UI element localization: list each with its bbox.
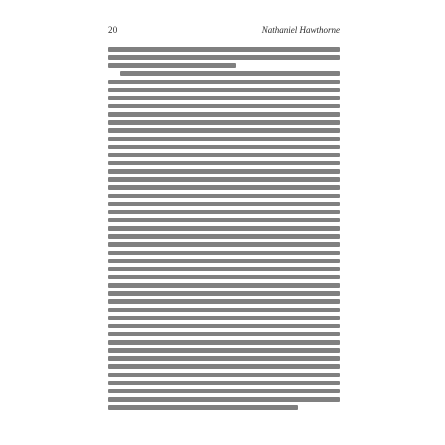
text-line — [120, 71, 340, 76]
text-line — [108, 226, 340, 231]
text-line — [108, 340, 340, 345]
text-line — [108, 145, 340, 150]
text-line — [108, 283, 340, 288]
text-line — [108, 251, 340, 256]
text-line — [108, 96, 340, 101]
text-line — [108, 259, 340, 264]
text-line — [108, 63, 236, 68]
text-line — [108, 324, 340, 329]
text-line — [108, 267, 340, 272]
page-number: 20 — [108, 25, 118, 35]
text-line — [108, 202, 340, 207]
text-line — [108, 397, 340, 402]
text-line — [108, 332, 340, 337]
text-line — [108, 88, 340, 93]
running-head-author: Nathaniel Hawthorne — [261, 25, 340, 35]
text-line — [108, 137, 340, 142]
text-line — [108, 104, 340, 109]
text-line — [108, 234, 340, 239]
text-line — [108, 308, 340, 313]
text-line — [108, 291, 340, 296]
text-line — [108, 194, 340, 199]
text-line — [108, 169, 340, 174]
text-line — [108, 299, 340, 304]
text-line — [108, 80, 340, 85]
text-line — [108, 389, 340, 394]
text-line — [108, 112, 340, 117]
text-line — [108, 47, 340, 52]
text-line — [108, 381, 340, 386]
text-line — [108, 405, 298, 410]
text-line — [108, 120, 340, 125]
text-line — [108, 348, 340, 353]
text-line — [108, 373, 340, 378]
text-line — [108, 242, 340, 247]
body-text — [108, 47, 340, 413]
text-line — [108, 177, 340, 182]
text-line — [108, 153, 340, 158]
text-line — [108, 364, 340, 369]
text-line — [108, 356, 340, 361]
text-line — [108, 218, 340, 223]
text-line — [108, 316, 340, 321]
text-line — [108, 275, 340, 280]
text-line — [108, 161, 340, 166]
text-line — [108, 55, 340, 60]
text-line — [108, 210, 340, 215]
paragraph-1 — [108, 47, 340, 68]
paragraph-2 — [108, 71, 340, 409]
text-line — [108, 185, 340, 190]
text-line — [108, 128, 340, 133]
running-head — [108, 25, 340, 39]
